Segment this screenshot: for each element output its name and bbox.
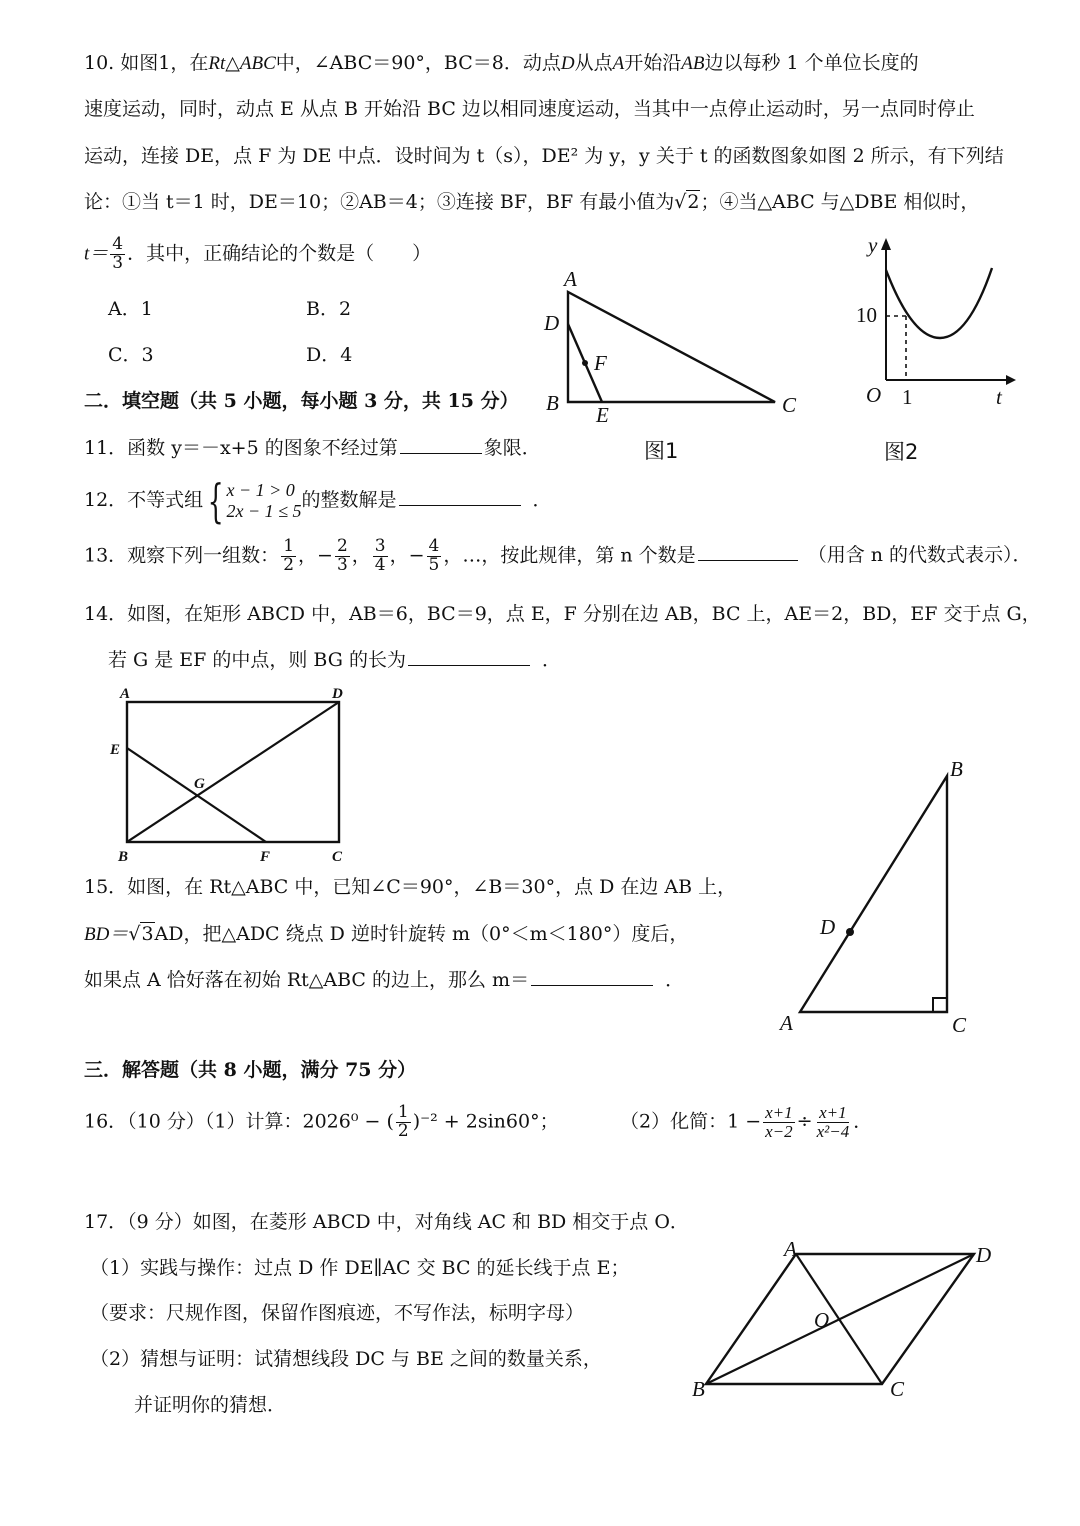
q16 — [84, 1104, 559, 1141]
q10-text-h: AB — [681, 53, 705, 74]
q13-sep: ，− — [298, 544, 333, 567]
fig1-label-d: D — [544, 311, 560, 335]
q17-label-b: B — [692, 1377, 705, 1401]
q15-text-end: ． — [665, 969, 685, 991]
q15-bd: BD＝ — [84, 924, 129, 945]
q16-part2 — [620, 1104, 872, 1141]
fig1-label-a: A — [564, 267, 577, 291]
q13-frac-3 — [373, 538, 388, 575]
frac-num: 2 — [336, 536, 348, 556]
q10-line4 — [84, 191, 979, 214]
q10-line2: 速度运动，同时，动点 E 从点 B 开始沿 BC 边以相同速度运动，当其中一点停止运动时，另一点同时停止 — [84, 98, 975, 120]
fig2-label-10: 10 — [856, 303, 877, 327]
q12 — [84, 474, 552, 528]
q17-line5: 并证明你的猜想． — [134, 1394, 287, 1416]
q13-frac-4 — [427, 538, 442, 575]
q14-label-e: E — [110, 742, 121, 758]
q14-label-f: F — [260, 849, 271, 865]
frac-num: 4 — [112, 234, 124, 254]
q14-line2 — [108, 649, 561, 672]
q13-answer-blank[interactable] — [698, 544, 798, 561]
q14-label-b: B — [118, 849, 129, 865]
q15-answer-blank[interactable] — [531, 969, 653, 986]
q17-label-c: C — [890, 1377, 905, 1401]
q10-text-i: 边以每秒 1 个单位长度的 — [704, 52, 919, 74]
q13 — [84, 538, 1032, 575]
q15-line3 — [84, 969, 684, 992]
q16-fraction — [396, 1104, 411, 1141]
inequality-1: x − 1 > 0 — [226, 480, 295, 501]
q14-figure — [100, 680, 360, 870]
sqrt-value: 2 — [687, 191, 700, 213]
frac-den: 2 — [397, 1120, 409, 1141]
figure-1 — [530, 262, 820, 472]
q13-text: 13．观察下列一组数： — [84, 544, 280, 567]
fig2-label-y: y — [868, 233, 878, 257]
sqrt-value: 3 — [141, 923, 154, 945]
figure-2 — [840, 230, 1020, 470]
q11-answer-blank[interactable] — [400, 437, 482, 454]
q15-text-3: 如果点 A 恰好落在初始 Rt△ABC 的边上，那么 m＝ — [84, 969, 530, 991]
q13-text-end: （用含 n 的代数式表示）． — [807, 544, 1032, 567]
q10-line1 — [84, 52, 919, 76]
fig2-caption: 图2 — [884, 440, 919, 464]
fig2-label-1: 1 — [902, 385, 913, 409]
q10-question: ．其中，正确结论的个数是（ ） — [127, 242, 432, 265]
q10-text-tri: Rt△ABC — [208, 53, 276, 74]
q17-figure — [688, 1236, 1008, 1406]
q14-line1: 14．如图，在矩形 ABCD 中，AB＝6，BC＝9，点 E，F 分别在边 AB，BC 上，AE＝2，BD，EF 交于点 G， — [84, 603, 1041, 625]
frac-den: 3 — [336, 554, 348, 575]
q16-part1: 16．（10 分）（1）计算：2026⁰ − ( — [84, 1110, 394, 1133]
frac-den: x²−4 — [816, 1121, 850, 1141]
q15-line2 — [84, 923, 688, 947]
fig1-caption: 图1 — [644, 439, 679, 463]
q10-text: 如图1，在 — [120, 52, 209, 74]
brace-symbol: { — [207, 474, 224, 528]
q10-fraction — [110, 236, 125, 273]
q14-label-a: A — [120, 686, 131, 702]
q17-line2: （1）实践与操作：过点 D 作 DE∥AC 交 BC 的延长线于点 E； — [90, 1257, 630, 1279]
q16-fraction-2 — [763, 1104, 795, 1141]
q10-text-d: D — [560, 53, 575, 74]
q12-text-end: ． — [532, 489, 552, 511]
fig1-label-c: C — [782, 393, 797, 417]
q16-end: ． — [853, 1110, 873, 1133]
frac-num: x+1 — [819, 1103, 847, 1122]
q14-text-end: ． — [541, 649, 561, 671]
q11-text-end: 象限． — [483, 437, 541, 459]
section-3-heading: 三．解答题（共 8 小题，满分 75 分） — [84, 1059, 417, 1081]
q10-line3: 运动，连接 DE，点 F 为 DE 中点．设时间为 t（s），DE² 为 y，y 关于 t 的函数图象如图 2 所示，有下列结 — [84, 145, 1004, 167]
fig2-label-t: t — [996, 385, 1002, 409]
q10-text-f: A — [612, 53, 625, 74]
q14-label-g: G — [194, 776, 205, 792]
q17-label-o: O — [814, 1308, 830, 1332]
frac-num: 3 — [374, 536, 386, 556]
q15-text: AD，把△ADC 绕点 D 逆时针旋转 m（0°＜m＜180°）度后， — [154, 923, 689, 945]
q10-conclusion4: ；④当△ABC 与△DBE 相似时， — [700, 191, 980, 213]
q15-figure — [770, 752, 980, 1042]
q15-label-c: C — [952, 1013, 967, 1037]
q12-text-mid: 的整数解是 — [301, 489, 397, 511]
frac-den: 4 — [374, 554, 386, 575]
q12-answer-blank[interactable] — [399, 489, 521, 506]
q11-text: 11．函数 y＝－x+5 的图象不经过第 — [84, 437, 398, 459]
frac-den: 5 — [428, 554, 440, 575]
q16-fraction-3 — [815, 1104, 852, 1141]
q10-text-g: 开始沿 — [624, 52, 682, 74]
q14-label-c: C — [332, 849, 343, 865]
q17-line1: 17．（9 分）如图，在菱形 ABCD 中，对角线 AC 和 BD 相交于点 O． — [84, 1211, 689, 1233]
q15-line1: 15．如图，在 Rt△ABC 中，已知∠C＝90°，∠B＝30°，点 D 在边 AB 上， — [84, 876, 737, 898]
q10-text-c: 中，∠ABC＝90°，BC＝8．动点 — [275, 52, 561, 74]
inequality-2: 2x − 1 ≤ 5 — [226, 501, 302, 521]
q14-label-d: D — [332, 686, 343, 702]
q17-label-a: A — [784, 1237, 797, 1261]
fig1-label-e: E — [596, 403, 609, 427]
frac-den: 2 — [283, 554, 295, 575]
q16-part1-end: )⁻² + 2sin60°； — [412, 1110, 559, 1133]
frac-den: x−2 — [765, 1121, 793, 1141]
q16-part2-text: （2）化简：1 − — [620, 1110, 762, 1133]
q10-number: 10. — [84, 52, 115, 74]
q15-label-a: A — [780, 1011, 793, 1035]
q11 — [84, 437, 541, 460]
fig2-label-o: O — [866, 383, 882, 407]
q17-line4: （2）猜想与证明：试猜想线段 DC 与 BE 之间的数量关系， — [90, 1348, 602, 1370]
q14-text: 若 G 是 EF 的中点，则 BG 的长为 — [108, 649, 406, 671]
q10-line5 — [84, 236, 431, 273]
q13-sep: ， — [351, 544, 371, 567]
fig1-label-b: B — [546, 391, 559, 415]
q10-t-eq: t＝ — [84, 243, 109, 265]
frac-num: 1 — [397, 1102, 409, 1122]
q17-line3: （要求：尺规作图，保留作图痕迹，不写作法，标明字母） — [90, 1302, 585, 1324]
fig1-label-f: F — [594, 351, 607, 375]
q13-text-mid: ，…，按此规律，第 n 个数是 — [443, 544, 696, 567]
q15-label-d: D — [820, 915, 836, 939]
inequality-system — [226, 480, 301, 521]
q14-answer-blank[interactable] — [408, 649, 530, 666]
q12-text: 12．不等式组 — [84, 489, 204, 511]
q13-sep: ，− — [389, 544, 425, 567]
q10-conclusions: 论：①当 t＝1 时，DE＝10；②AB＝4；③连接 BF，BF 有最小值为 — [84, 191, 675, 213]
frac-num: 1 — [283, 536, 295, 556]
q13-frac-2 — [335, 538, 350, 575]
q10-text-e: 从点 — [574, 52, 613, 74]
option-c[interactable]: C．3 — [108, 344, 154, 366]
divide-symbol: ÷ — [796, 1110, 813, 1133]
frac-num: x+1 — [765, 1103, 793, 1122]
q15-label-b: B — [950, 757, 963, 781]
sqrt-symbol: √ — [128, 923, 141, 945]
sqrt-symbol: √ — [674, 191, 687, 213]
option-b[interactable]: B．2 — [306, 298, 352, 320]
q17-label-d: D — [976, 1243, 992, 1267]
option-a[interactable]: A．1 — [108, 298, 153, 320]
frac-den: 3 — [112, 252, 124, 273]
section-2-heading: 二．填空题（共 5 小题，每小题 3 分，共 15 分） — [84, 390, 519, 412]
option-d[interactable]: D．4 — [306, 344, 353, 366]
frac-num: 4 — [428, 536, 440, 556]
q13-frac-1 — [281, 538, 296, 575]
